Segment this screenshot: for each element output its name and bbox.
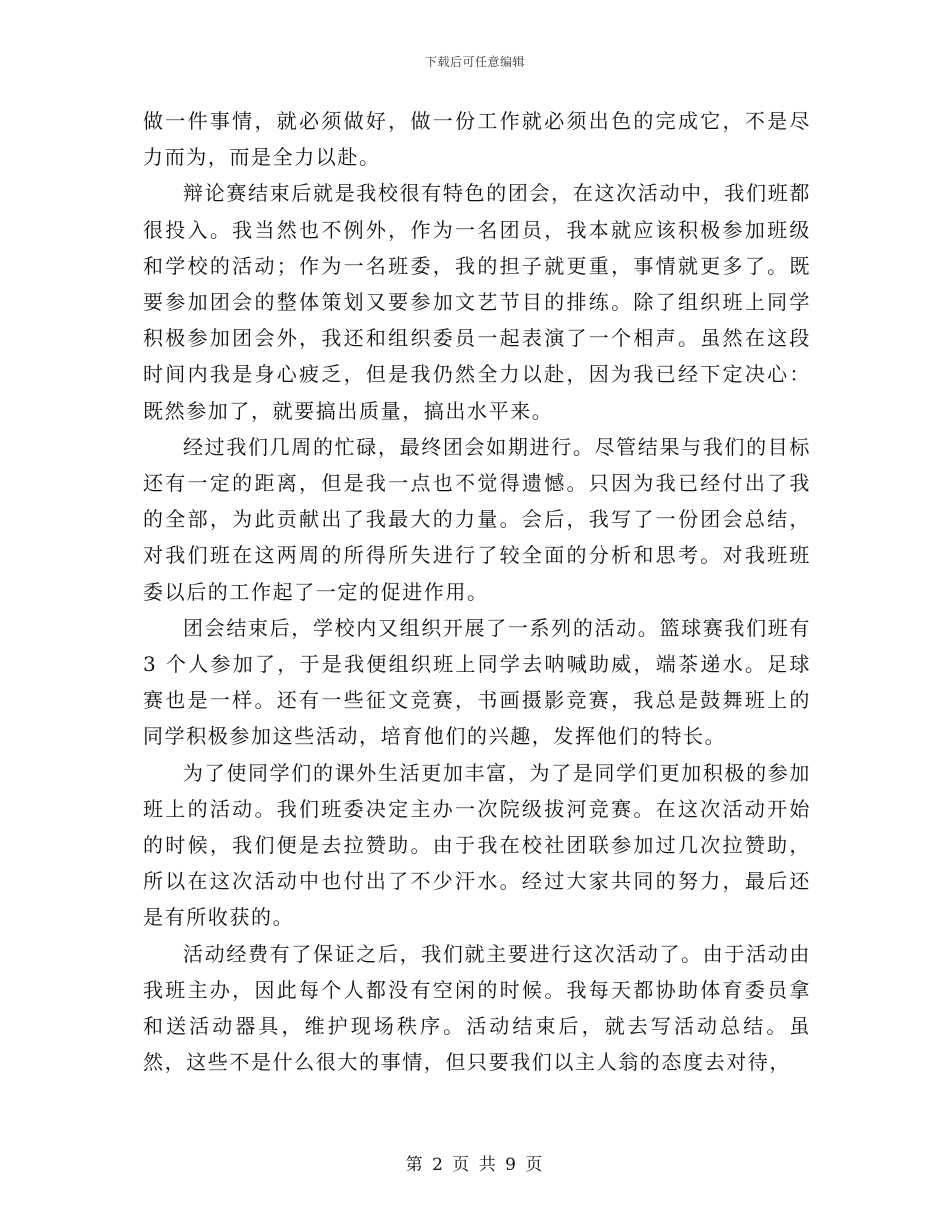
paragraph: 辩论赛结束后就是我校很有特色的团会，在这次活动中，我们班都很投入。我当然也不例外，作为一名团员，我本就应该积极参加班级和学校的活动；作为一名班委，我的担子就更重，事情就更多了。既要参加团会的整体策划又要参加文艺节目的排练。除了组织班上同学积极参加团会外，我还和组织委员一起表演了一个相声。虽然在这段时间内我是身心疲乏，但是我仍然全力以赴，因为我已经下定决心：既然参加了，就要搞出质量，搞出水平来。	[143, 181, 811, 423]
paragraph: 做一件事情，就必须做好，做一份工作就必须出色的完成它，不是尽力而为，而是全力以赴。	[143, 109, 811, 170]
paragraph: 经过我们几周的忙碌，最终团会如期进行。尽管结果与我们的目标还有一定的距离，但是我一点也不觉得遗憾。只因为我已经付出了我的全部，为此贡献出了我最大的力量。会后，我写了一份团会总结，对我们班在这两周的所得所失进行了较全面的分析和思考。对我班班委以后的工作起了一定的促进作用。	[143, 434, 811, 604]
page-header: 下载后可任意编辑	[424, 55, 525, 69]
document-body	[143, 103, 811, 1080]
paragraph: 团会结束后，学校内又组织开展了一系列的活动。篮球赛我们班有 3 个人参加了，于是我便组织班上同学去呐喊助威，端茶递水。足球赛也是一样。还有一些征文竞赛，书画摄影竞赛，我总是鼓舞班上的同学积极参加这些活动，培育他们的兴趣，发挥他们的特长。	[143, 615, 811, 749]
paragraph: 为了使同学们的课外生活更加丰富，为了是同学们更加积极的参加班上的活动。我们班委决定主办一次院级拔河竞赛。在这次活动开始的时候，我们便是去拉赞助。由于我在校社团联参加过几次拉赞助，所以在这次活动中也付出了不少汗水。经过大家共同的努力，最后还是有所收获的。	[143, 760, 811, 930]
page-footer: 第 2 页 共 9 页	[405, 1155, 545, 1175]
paragraph: 活动经费有了保证之后，我们就主要进行这次活动了。由于活动由我班主办，因此每个人都没有空闲的时候。我每天都协助体育委员拿和送活动器具，维护现场秩序。活动结束后，就去写活动总结。虽然，这些不是什么很大的事情，但只要我们以主人翁的态度去对待，	[143, 941, 811, 1075]
